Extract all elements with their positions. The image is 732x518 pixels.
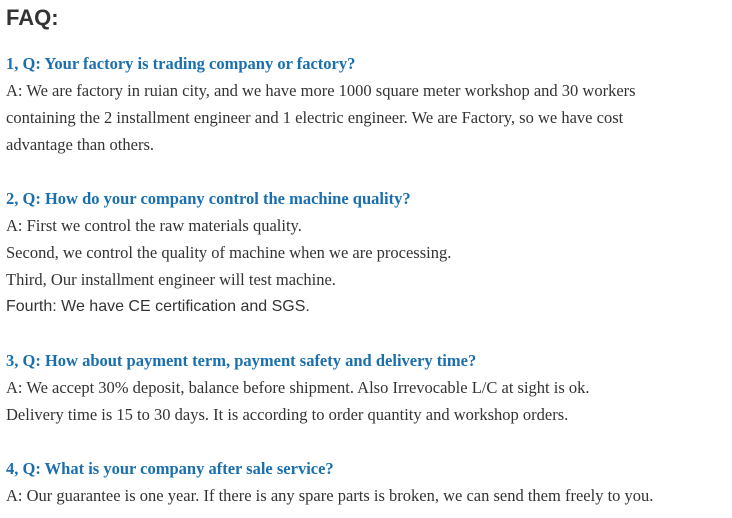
faq-answer-4-line-1: A: Our guarantee is one year. If there is any spare parts is broken, we can send them freely to you. (6, 486, 654, 505)
faq-answer-3-line-2: Delivery time is 15 to 30 days. It is according to order quantity and workshop orders. (6, 405, 569, 424)
faq-question-4: 4, Q: What is your company after sale service? (6, 459, 334, 478)
faq-answer-1-line-1: A: We are factory in ruian city, and we have more 1000 square meter workshop and 30 workers (6, 81, 636, 100)
faq-answer-2-line-1: A: First we control the raw materials quality. (6, 216, 302, 235)
faq-answer-1-line-2: containing the 2 installment engineer and 1 electric engineer. We are Factory, so we have cost (6, 108, 624, 127)
faq-answer-1-line-3: advantage than others. (6, 135, 154, 154)
faq-answer-3-line-1: A: We accept 30% deposit, balance before shipment. Also Irrevocable L/C at sight is ok. (6, 378, 590, 397)
faq-question-1: 1, Q: Your factory is trading company or factory? (6, 54, 356, 73)
faq-answer-2-line-4: Fourth: We have CE certification and SGS. (6, 298, 310, 315)
faq-answer-2-line-3: Third, Our installment engineer will test machine. (6, 270, 336, 289)
faq-answer-2-line-2: Second, we control the quality of machine when we are processing. (6, 243, 452, 262)
faq-question-2: 2, Q: How do your company control the machine quality? (6, 189, 411, 208)
page-title: FAQ: (6, 5, 59, 30)
faq-question-3: 3, Q: How about payment term, payment safety and delivery time? (6, 351, 477, 370)
